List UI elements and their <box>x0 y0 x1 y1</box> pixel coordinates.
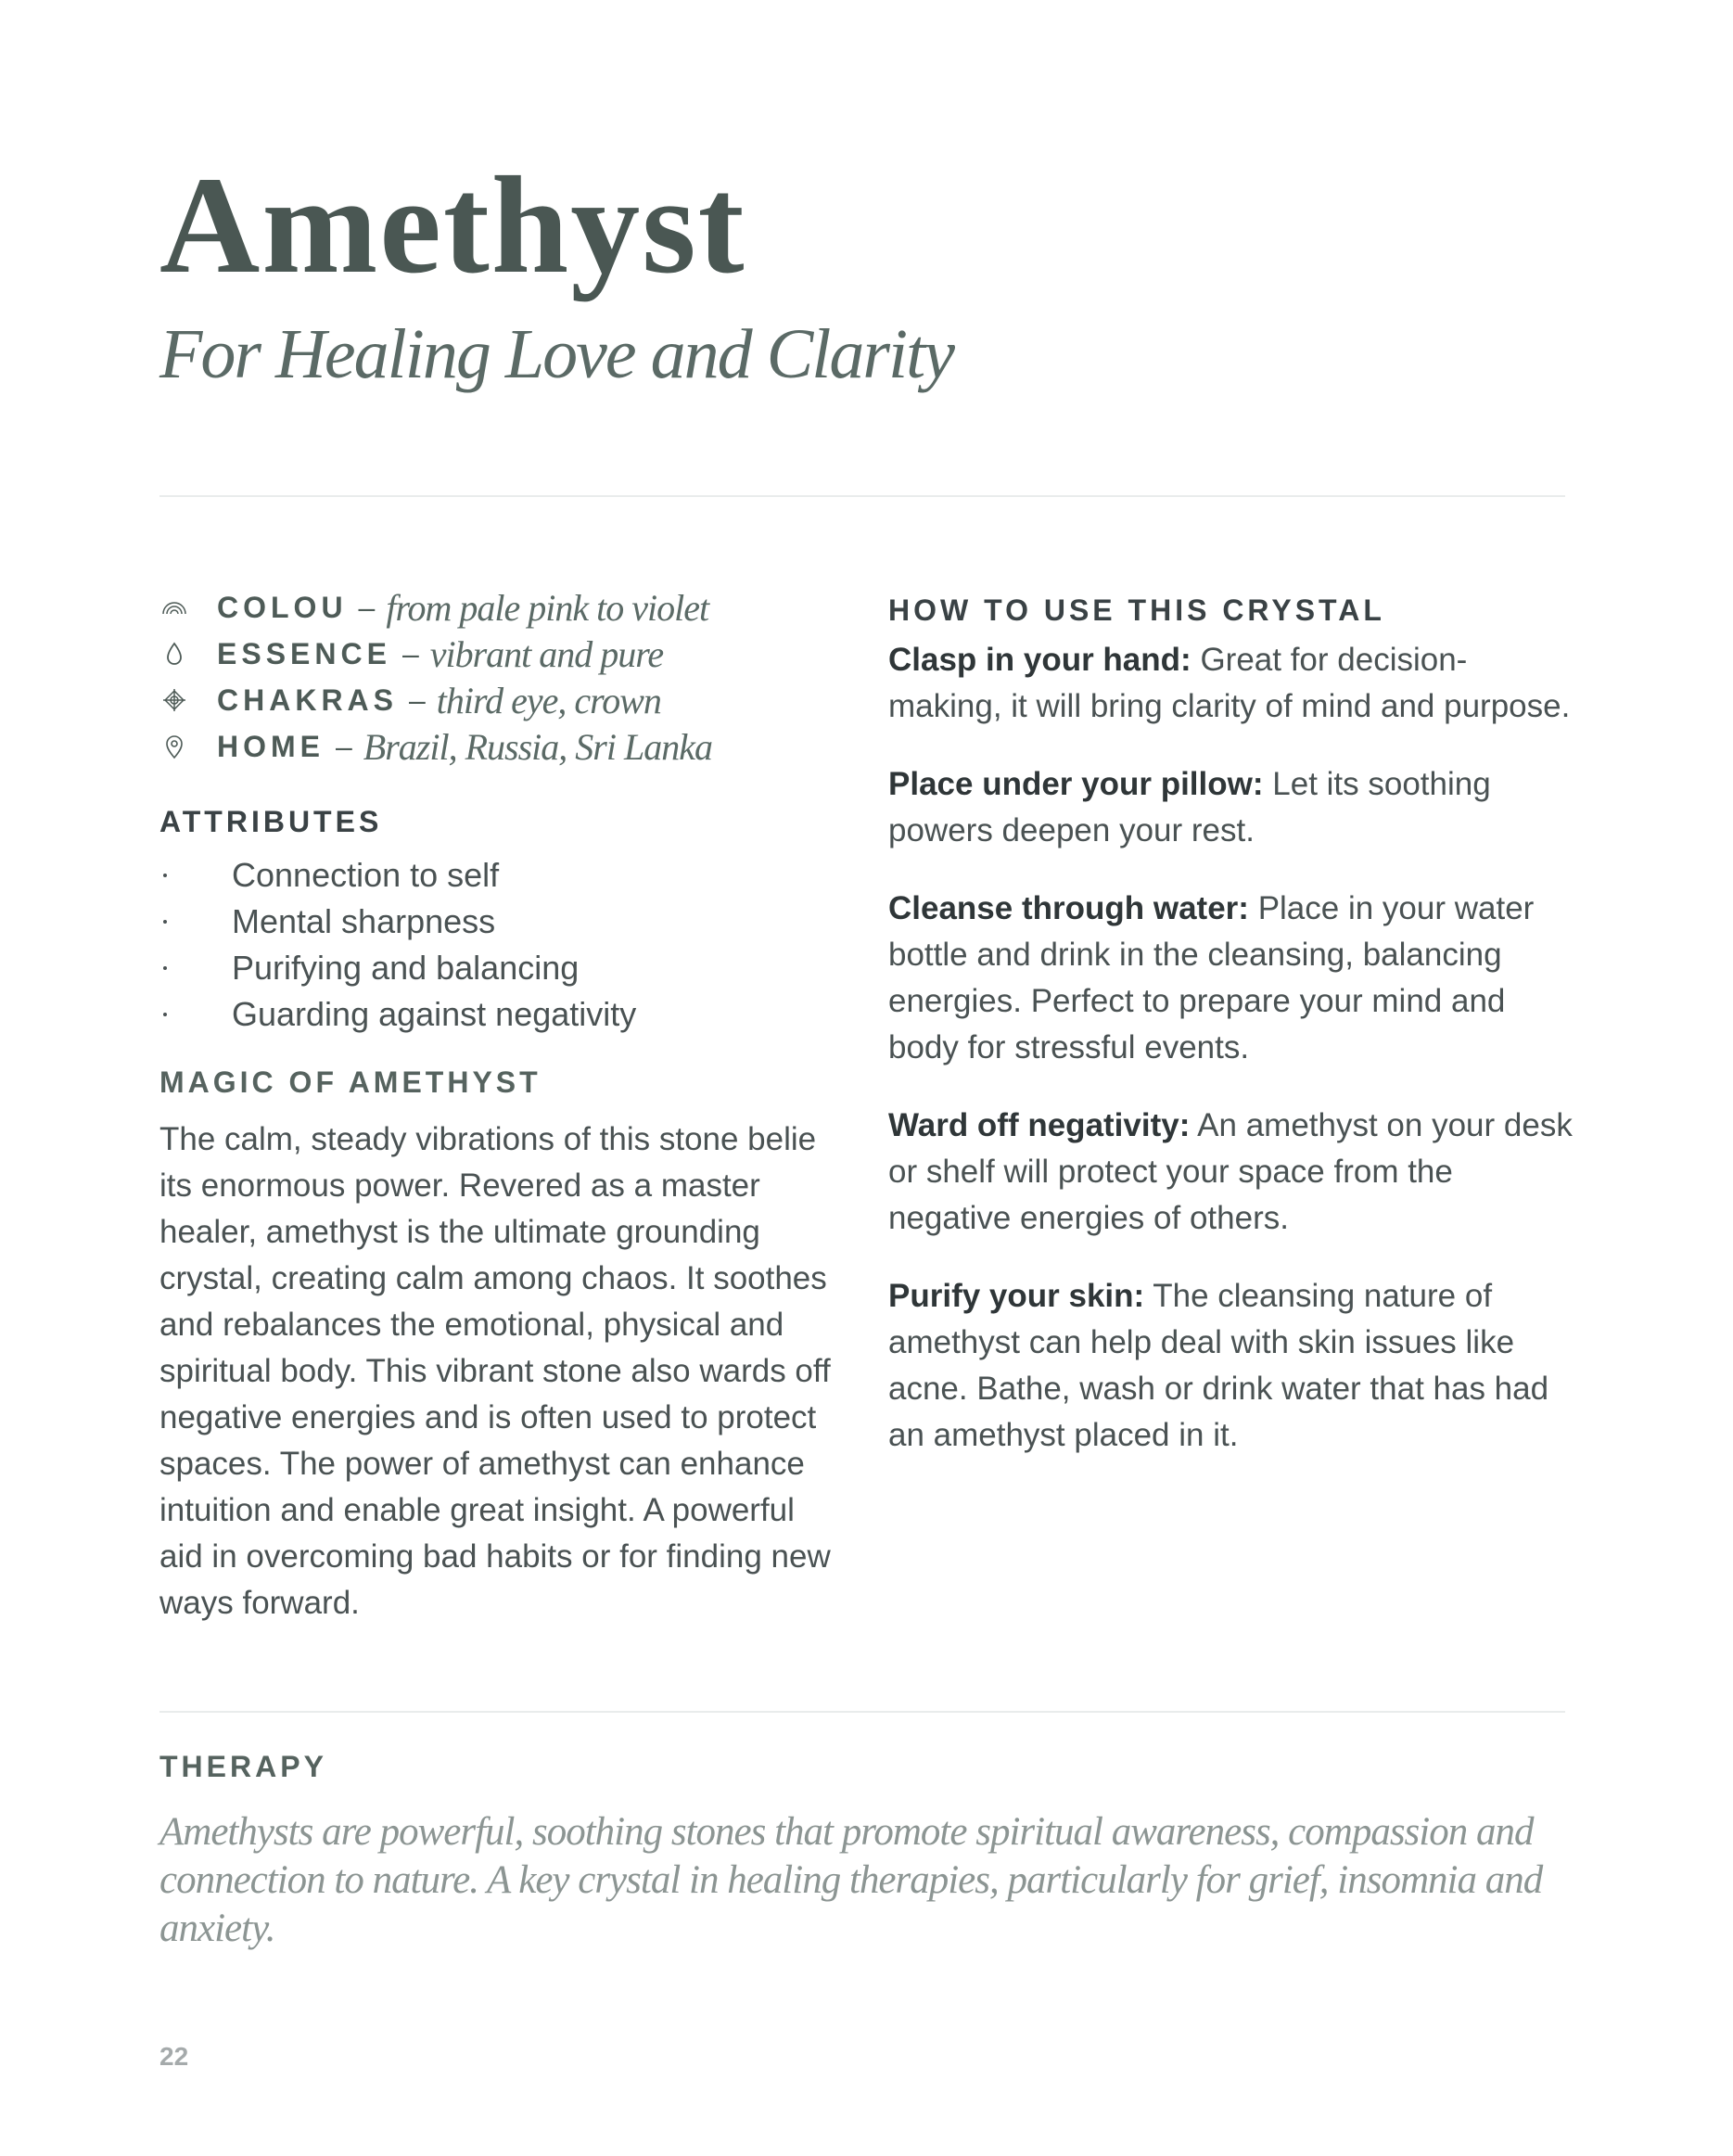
how-to-use-heading: HOW TO USE THIS CRYSTAL <box>888 593 1385 627</box>
left-column <box>159 584 846 1627</box>
use-item-text: The cleansing nature of amethyst can help deal with skin issues like acne. Bathe, wash or drink water that has had an amethyst placed in it. <box>888 1278 1549 1453</box>
use-item <box>888 1273 1574 1459</box>
crystal-properties <box>159 584 846 770</box>
therapy-heading: THERAPY <box>159 1750 327 1783</box>
list-item <box>159 991 846 1038</box>
attribute-text: Connection to self <box>232 856 500 894</box>
property-separator: – <box>409 683 426 717</box>
divider-bottom <box>159 1711 1565 1713</box>
use-item-title: Cleanse through water: <box>888 890 1249 926</box>
attributes-heading: ATTRIBUTES <box>159 805 383 838</box>
bullet <box>163 920 167 924</box>
bullet <box>163 966 167 970</box>
property-chakras <box>159 677 846 723</box>
use-item <box>888 761 1574 854</box>
property-value: vibrant and pure <box>429 632 664 675</box>
location-pin-icon <box>159 732 189 761</box>
attribute-text: Purifying and balancing <box>232 949 580 987</box>
property-label: CHAKRAS <box>217 683 398 717</box>
therapy-section <box>159 1750 1569 1953</box>
magic-heading: MAGIC OF AMETHYST <box>159 1065 542 1099</box>
list-item <box>159 899 846 945</box>
use-item <box>888 1103 1574 1242</box>
attributes-list <box>159 852 846 1038</box>
property-colour <box>159 584 846 631</box>
chakra-icon <box>159 685 189 715</box>
property-value: Brazil, Russia, Sri Lanka <box>363 725 712 768</box>
use-item-title: Ward off negativity: <box>888 1107 1191 1143</box>
property-label: HOME <box>217 729 325 763</box>
bullet <box>163 874 167 877</box>
page-subtitle: For Healing Love and Clarity <box>159 315 953 393</box>
use-item-title: Place under your pillow: <box>888 766 1264 802</box>
use-item <box>888 886 1574 1071</box>
page-number: 22 <box>159 2042 189 2071</box>
use-item-text: Let its soothing powers deepen your rest. <box>888 766 1491 848</box>
use-item-text: Place in your water bottle and drink in the cleansing, balancing energies. Perfect to prepare your mind and body for stressful events. <box>888 890 1535 1065</box>
property-value: from pale pink to violet <box>386 586 709 629</box>
use-item-title: Purify your skin: <box>888 1278 1145 1314</box>
property-label: ESSENCE <box>217 636 391 670</box>
property-home <box>159 723 846 770</box>
bullet <box>163 1013 167 1016</box>
property-essence <box>159 631 846 677</box>
use-item <box>888 637 1574 730</box>
attribute-text: Guarding against negativity <box>232 995 637 1033</box>
property-separator: – <box>336 729 352 763</box>
property-label: COLOU <box>217 590 348 624</box>
magic-paragraph: The calm, steady vibrations of this stone belie its enormous power. Revered as a master healer, amethyst is the ultimate grounding crystal, creating calm among chaos. It soothes and rebalances the emotional, physical and spiritual body. This vibrant stone also wards off negative energies and is often used to protect spaces. The power of amethyst can enhance intuition and enable great insight. A powerful aid in overcoming bad habits or for finding new ways forward. <box>159 1121 831 1621</box>
property-separator: – <box>401 636 419 670</box>
therapy-paragraph: Amethysts are powerful, soothing stones that promote spiritual awareness, compassion and connection to nature. A key crystal in healing therapies, particularly for grief, insomnia and anxiety. <box>159 1810 1543 1950</box>
property-separator: – <box>358 590 376 624</box>
use-item-title: Clasp in your hand: <box>888 642 1191 678</box>
drop-icon <box>159 639 189 669</box>
list-item <box>159 852 846 899</box>
attribute-text: Mental sharpness <box>232 902 496 940</box>
property-value: third eye, crown <box>436 679 661 721</box>
list-item <box>159 945 846 991</box>
rainbow-icon <box>159 593 189 622</box>
use-item-text: Great for decision-making, it will bring clarity of mind and purpose. <box>888 642 1571 724</box>
use-item-text: An amethyst on your desk or shelf will protect your space from the negative energies of others. <box>888 1107 1573 1236</box>
page-title: Amethyst <box>159 148 746 302</box>
right-column <box>888 593 1574 1490</box>
divider-top <box>159 495 1565 497</box>
